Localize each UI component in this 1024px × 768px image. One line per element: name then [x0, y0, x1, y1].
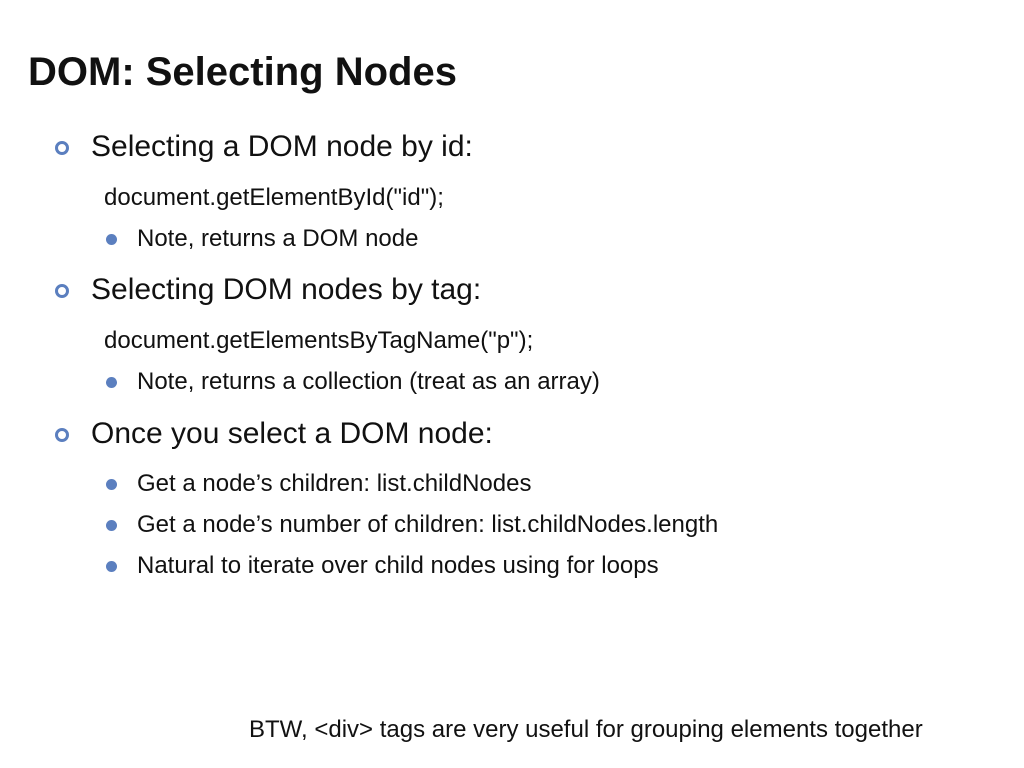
code-get-elements-by-tag-name: document.getElementsByTagName("p");: [104, 327, 534, 354]
code-get-element-by-id: document.getElementById("id");: [104, 184, 444, 211]
sub-bullet-text: Get a node’s children: list.childNodes: [137, 470, 532, 497]
dot-bullet-icon: [106, 234, 117, 245]
bullet-text: Selecting DOM nodes by tag:: [91, 273, 482, 306]
dot-bullet-icon: [106, 479, 117, 490]
dot-bullet-icon: [106, 561, 117, 572]
ring-bullet-icon: [55, 141, 69, 155]
bullet-text: Selecting a DOM node by id:: [91, 130, 473, 163]
ring-bullet-icon: [55, 428, 69, 442]
slide-title: DOM: Selecting Nodes: [28, 50, 457, 94]
sub-bullet-text: Note, returns a collection (treat as an array): [137, 368, 600, 395]
sub-bullet-text: Note, returns a DOM node: [137, 225, 419, 252]
bullet-text: Once you select a DOM node:: [91, 417, 493, 450]
sub-bullet-text: Natural to iterate over child nodes using for loops: [137, 552, 659, 579]
sub-bullet-text: Get a node’s number of children: list.childNodes.length: [137, 511, 719, 538]
dot-bullet-icon: [106, 520, 117, 531]
footnote-text: BTW, <div> tags are very useful for grouping elements together: [249, 716, 923, 743]
dot-bullet-icon: [106, 377, 117, 388]
ring-bullet-icon: [55, 284, 69, 298]
